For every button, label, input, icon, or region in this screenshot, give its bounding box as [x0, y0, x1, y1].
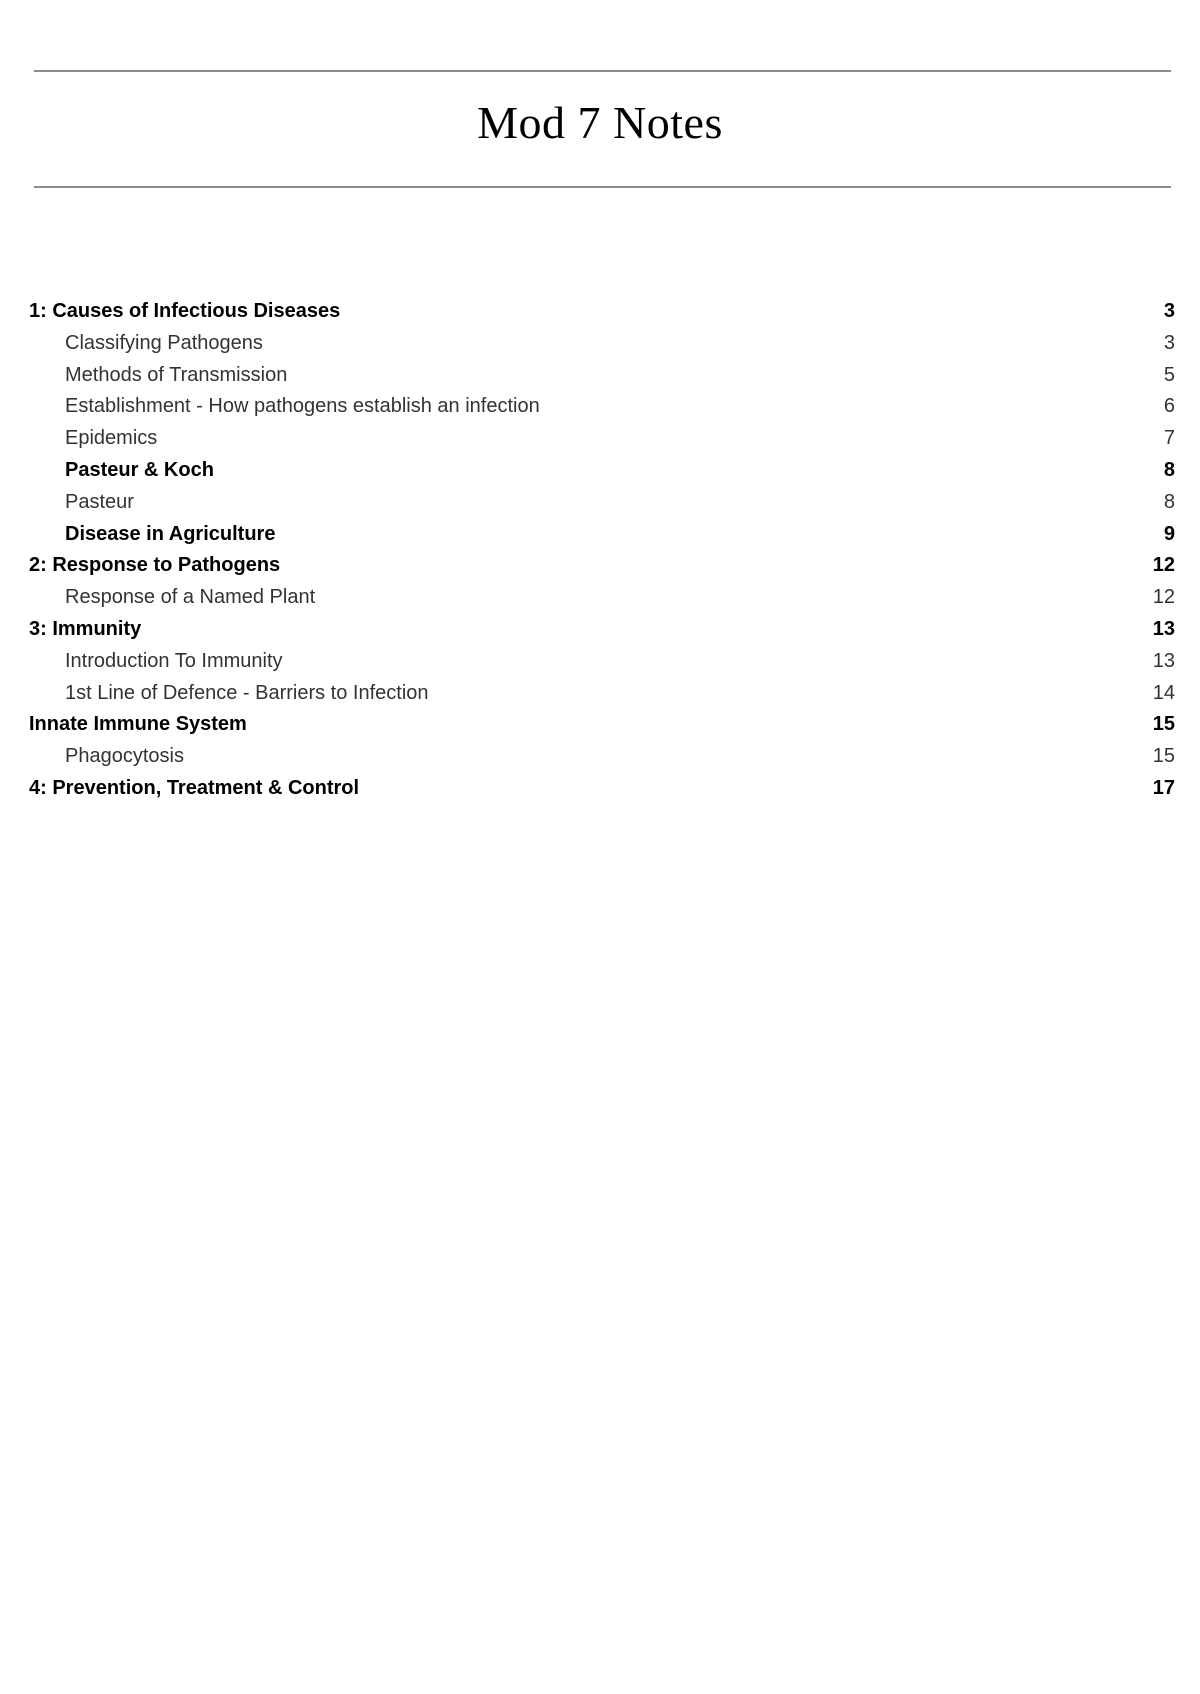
toc-entry[interactable] — [29, 646, 1175, 678]
toc-entry-page-number[interactable]: 3 — [1163, 300, 1175, 322]
toc-entry-page-number[interactable]: 6 — [1163, 395, 1175, 418]
title-top-rule — [34, 70, 1171, 72]
toc-entry-page-number[interactable]: 8 — [1163, 458, 1175, 481]
toc-entry-page-number[interactable]: 13 — [1152, 649, 1175, 672]
toc-entry[interactable] — [29, 550, 1175, 582]
document-title: Mod 7 Notes — [477, 97, 723, 148]
toc-entry-page-number[interactable]: 12 — [1152, 586, 1175, 609]
toc-entry-page-number[interactable]: 7 — [1163, 427, 1175, 450]
toc-entry-label[interactable]: Epidemics — [65, 427, 158, 450]
toc-entry-page-number[interactable]: 9 — [1163, 522, 1175, 545]
toc-entry-page-number[interactable]: 15 — [1152, 713, 1175, 736]
toc-entry-page-number[interactable]: 12 — [1152, 554, 1175, 577]
toc-entry-label[interactable]: Methods of Transmission — [65, 363, 288, 386]
toc-entry-label[interactable]: Establishment - How pathogens establish an infection — [65, 395, 540, 418]
toc-entry[interactable] — [29, 360, 1175, 392]
toc-entry[interactable] — [29, 582, 1175, 614]
toc-entry-label[interactable]: Introduction To Immunity — [65, 649, 283, 672]
toc-entry-label[interactable]: 1st Line of Defence - Barriers to Infection — [65, 681, 429, 704]
toc-entry[interactable] — [29, 773, 1175, 805]
toc-entry-page-number[interactable]: 17 — [1152, 776, 1175, 799]
toc-entry-label[interactable]: 3: Immunity — [29, 617, 142, 640]
toc-entry-label[interactable]: 2: Response to Pathogens — [29, 554, 281, 577]
toc-entry[interactable] — [29, 296, 1175, 328]
toc-entry[interactable] — [29, 741, 1175, 773]
toc-entry-label[interactable]: Pasteur & Koch — [65, 458, 214, 481]
toc-entry[interactable] — [29, 709, 1175, 741]
title-bottom-rule — [34, 186, 1171, 188]
toc-entry-label[interactable]: Classifying Pathogens — [65, 331, 263, 354]
toc-entry-page-number[interactable]: 5 — [1163, 363, 1175, 386]
toc-entry[interactable] — [29, 391, 1175, 423]
toc-entry-label[interactable]: Pasteur — [65, 490, 134, 513]
toc-entry[interactable] — [29, 519, 1175, 551]
toc-entry-label[interactable]: Innate Immune System — [29, 713, 247, 736]
toc-entry[interactable] — [29, 614, 1175, 646]
toc-entry[interactable] — [29, 487, 1175, 519]
toc-entry[interactable] — [29, 328, 1175, 360]
toc-entry[interactable] — [29, 455, 1175, 487]
table-of-contents — [29, 296, 1175, 805]
toc-entry[interactable] — [29, 678, 1175, 710]
toc-entry-label[interactable]: 1: Causes of Infectious Diseases — [29, 300, 341, 322]
toc-entry-page-number[interactable]: 3 — [1163, 331, 1175, 354]
toc-entry-page-number[interactable]: 15 — [1152, 745, 1175, 768]
toc-entry[interactable] — [29, 423, 1175, 455]
toc-entry-page-number[interactable]: 8 — [1163, 490, 1175, 513]
toc-entry-label[interactable]: Disease in Agriculture — [65, 522, 276, 545]
toc-entry-label[interactable]: Phagocytosis — [65, 745, 184, 768]
toc-entry-page-number[interactable]: 14 — [1152, 681, 1175, 704]
toc-entry-label[interactable]: Response of a Named Plant — [65, 586, 316, 609]
toc-entry-label[interactable]: 4: Prevention, Treatment & Control — [29, 776, 360, 799]
toc-entry-page-number[interactable]: 13 — [1152, 617, 1175, 640]
